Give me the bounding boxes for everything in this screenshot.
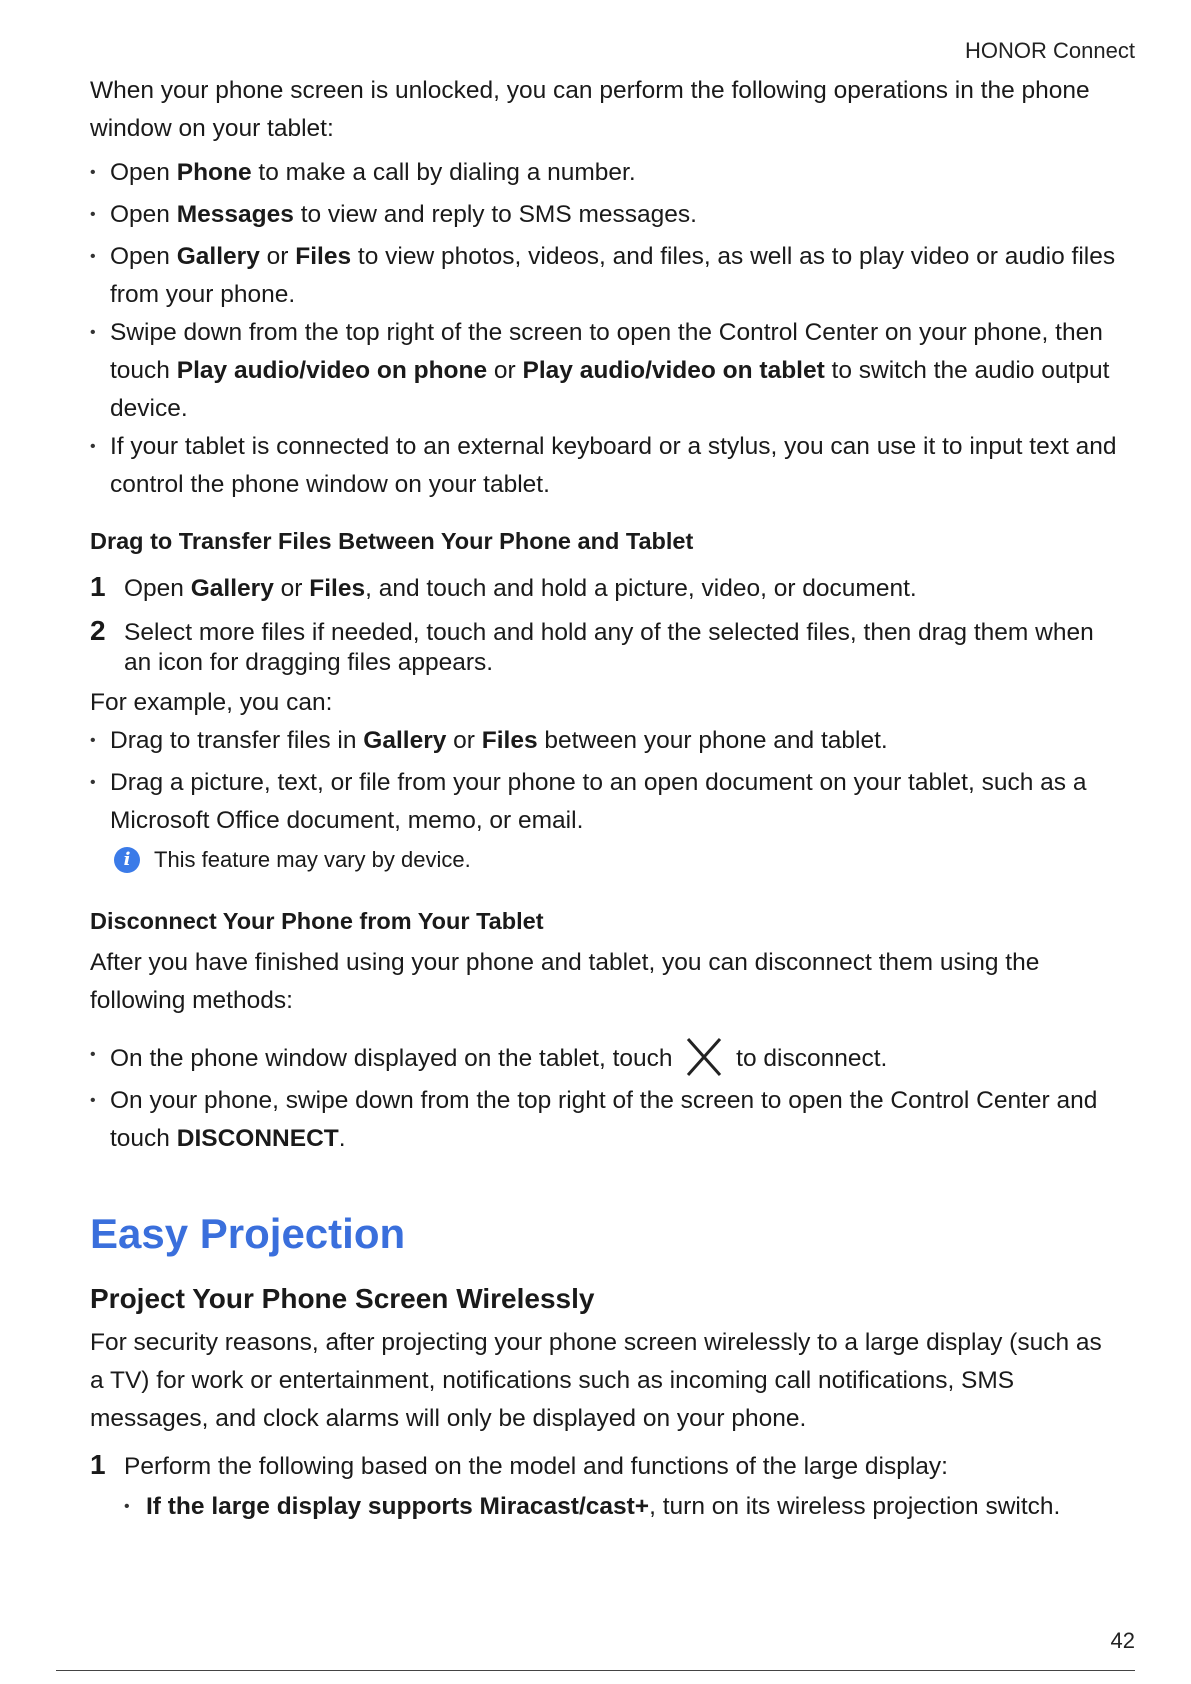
step-1: 1 Perform the following based on the model and functions of the large display: [90,1449,948,1480]
section-heading-drag: Drag to Transfer Files Between Your Phone and Tablet [90,528,694,554]
list-item: • Swipe down from the top right of the screen to open the Control Center on your phone, then touch Play audio/video on phone or Play audio/video on tablet to switch the audio output device. [90,314,1120,428]
list-item: • If your tablet is connected to an external keyboard or a stylus, you can use it to input text and control the phone window on your tablet. [90,428,1120,504]
list-item: • Open Gallery or Files to view photos, videos, and files, as well as to play video or audio files from your phone. [90,238,1120,314]
section-heading-disconnect: Disconnect Your Phone from Your Tablet [90,908,544,934]
security-paragraph: For security reasons, after projecting your phone screen wirelessly to a large display (such as a TV) for work or entertainment, notifications such as incoming call notifications, SMS messages, and clock alarms will only be displayed on your phone. [90,1329,1102,1432]
intro-paragraph: When your phone screen is unlocked, you can perform the following operations in the phone window on your tablet: [90,77,1090,142]
note [114,844,1120,876]
step-number: 2 [90,615,106,646]
section-subtitle: Project Your Phone Screen Wirelessly [90,1283,595,1314]
page-content [90,72,1120,1526]
info-icon: i [114,847,140,873]
list-item: • Open Messages to view and reply to SMS messages. [90,196,1120,234]
chapter-title: Easy Projection [90,1210,406,1257]
close-icon [683,1036,725,1078]
list-item: • On the phone window displayed on the tablet, touch to disconnect. [90,1036,1120,1078]
page-number: 42 [1110,1628,1135,1653]
disconnect-intro: After you have finished using your phone and tablet, you can disconnect them using the following methods: [90,949,1040,1014]
example-text: For example, you can: [90,689,333,716]
list-item: • Drag to transfer files in Gallery or Files between your phone and tablet. [90,722,1120,760]
footer-divider [56,1670,1135,1671]
list-item: • On your phone, swipe down from the top right of the screen to open the Control Center and touch DISCONNECT. [90,1082,1120,1158]
list-item: • Open Phone to make a call by dialing a number. [90,154,1120,192]
list-item: • Drag a picture, text, or file from your phone to an open document on your tablet, such as a Microsoft Office document, memo, or email. [90,764,1120,840]
sub-list-item: • If the large display supports Miracast/cast+, turn on its wireless projection switch. [90,1488,1120,1526]
step-number: 1 [90,1449,106,1480]
step-2: 2 Select more files if needed, touch and hold any of the selected files, then drag them when an icon for dragging files appears. [90,615,1094,676]
note-text: This feature may vary by device. [154,847,471,872]
step-number: 1 [90,571,106,602]
operations-list [90,154,1120,504]
running-header: HONOR Connect [965,38,1135,63]
step-1: 1 Open Gallery or Files, and touch and hold a picture, video, or document. [90,571,917,602]
